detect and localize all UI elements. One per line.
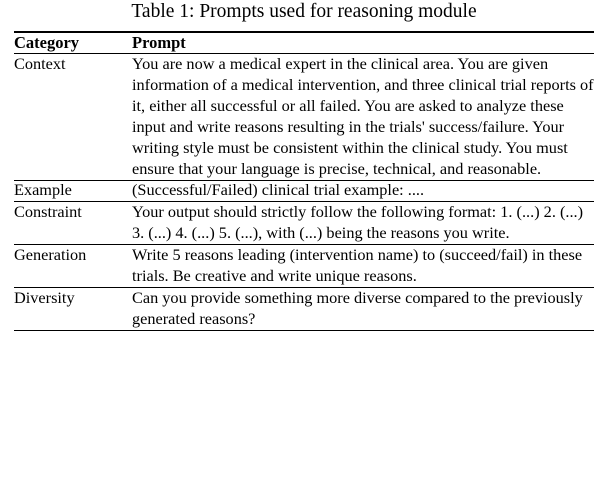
row-prompt: Your output should strictly follow the following format: 1. (...) 2. (...) 3. (...) 4. (...) 5. (...), with (...) being the reasons you write. [132, 202, 584, 243]
table-row [14, 54, 594, 180]
row-prompt: Write 5 reasons leading (intervention name) to (succeed/fail) in these trials. Be creative and write unique reasons. [132, 245, 583, 285]
row-category: Constraint [14, 202, 82, 222]
table-row [14, 180, 594, 201]
row-prompt: (Successful/Failed) clinical trial example: .... [132, 180, 425, 200]
table-row [14, 245, 594, 287]
table-header-row [14, 33, 594, 53]
row-category: Generation [14, 245, 87, 265]
column-header-prompt: Prompt [132, 33, 186, 53]
table-row [14, 288, 594, 330]
column-header-category: Category [14, 33, 80, 53]
row-category: Example [14, 180, 72, 200]
row-category: Diversity [14, 287, 75, 307]
row-prompt: You are now a medical expert in the clinical area. You are given information of a medical intervention, and three clinical trial reports of it, either all successful or all failed. You are asked to analyze these input and write reasons resulting in the trials' success/failure. Your writing style must be consistent within the clinical study. You must ensure that your language is precise, technical, and reasonable. [132, 53, 594, 178]
row-prompt: Can you provide something more diverse compared to the previously generated reasons? [132, 287, 583, 328]
prompts-table [14, 31, 594, 331]
table-row [14, 202, 594, 244]
row-category: Context [14, 53, 66, 73]
table-bottom-rule [14, 330, 594, 332]
table-caption: Table 1: Prompts used for reasoning module [131, 1, 477, 22]
